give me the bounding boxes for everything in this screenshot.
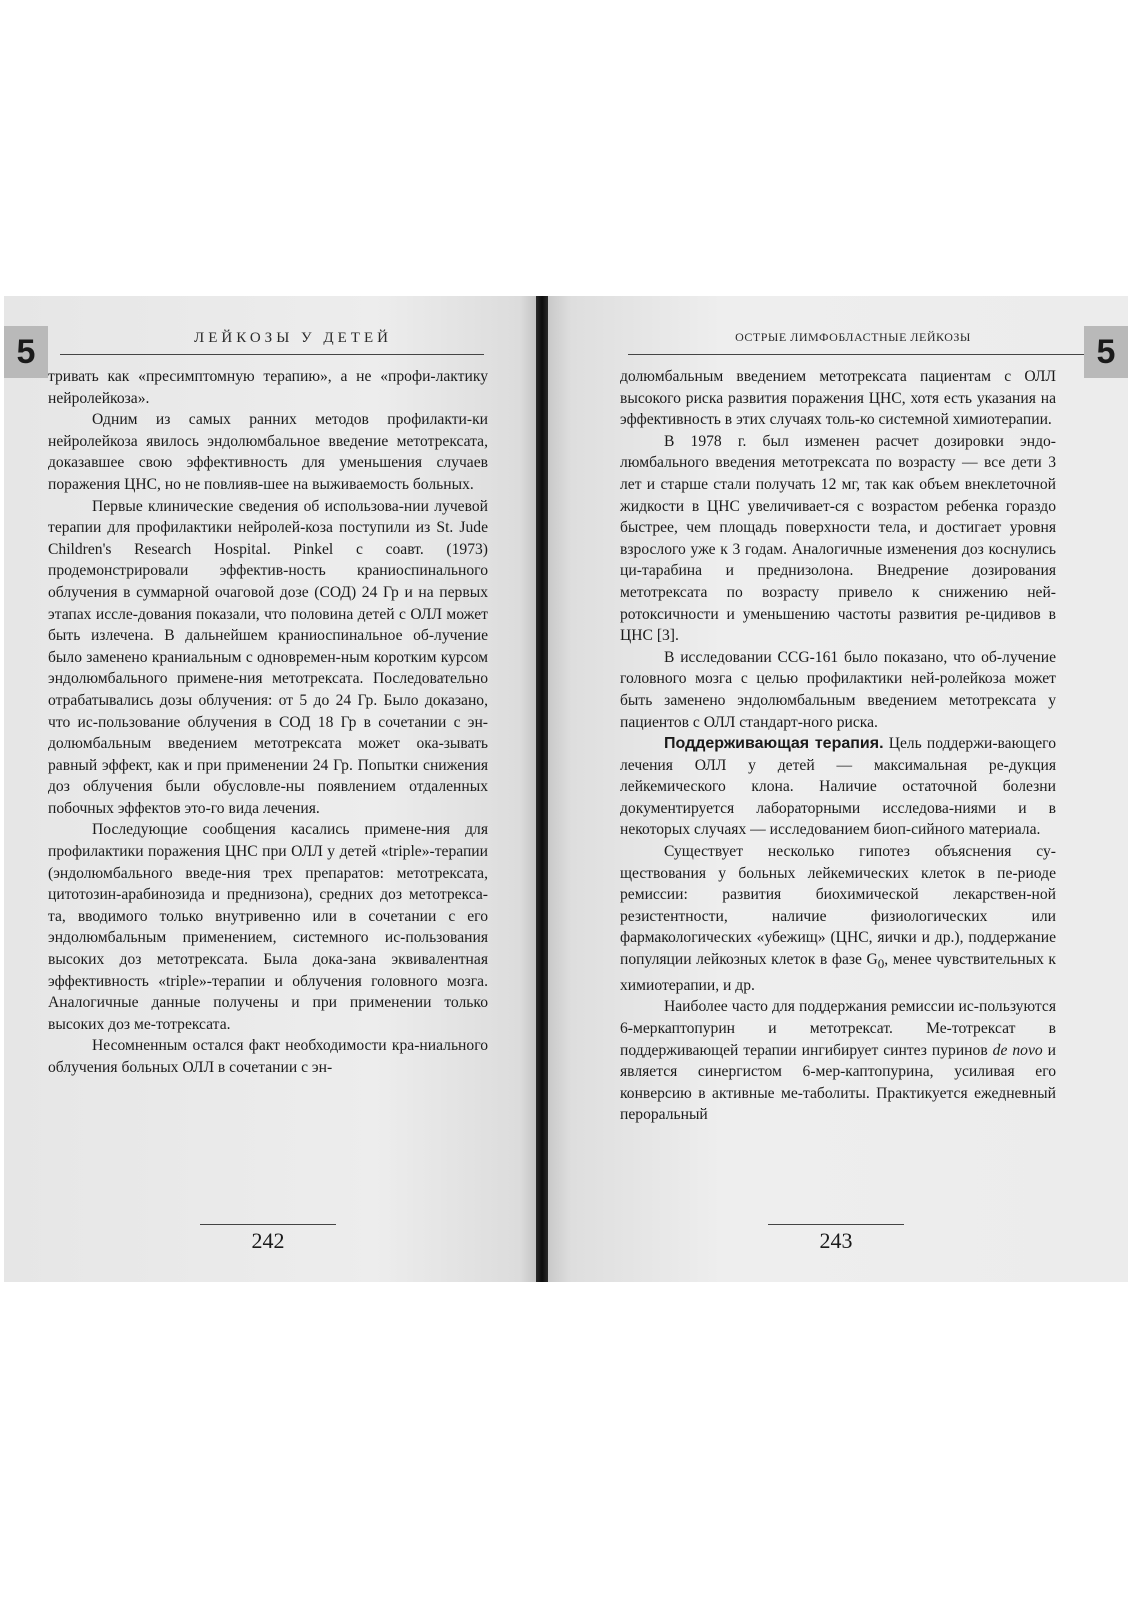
paragraph: долюмбальным введением метотрексата пациентам с ОЛЛ высокого риска развития поражения ЦНС, хотя есть указания на эффективность в этих случаях толь-ко системной химиотерапии. bbox=[620, 368, 1056, 429]
paragraph-text: и является синергистом 6-мер-каптопурина, усиливая его конверсию в активные ме-таболиты. Практикуется ежедневный пероральный bbox=[620, 1041, 1057, 1124]
left-page bbox=[4, 296, 536, 1282]
footer-rule bbox=[768, 1224, 904, 1225]
chapter-tab: 5 bbox=[4, 326, 48, 378]
paragraph: В исследовании CCG-161 было показано, что об-лучение головного мозга с целью профилактики ней-ролейкоза может быть заменено эндолюмбальным введением метотрексата у пациентов с ОЛЛ стандарт-ного риска. bbox=[620, 648, 1056, 731]
section-paragraph bbox=[620, 733, 1056, 841]
chapter-tab: 5 bbox=[1084, 326, 1128, 378]
paragraph-text: , менее чувствительных к химиотерапии, и др. bbox=[620, 951, 1057, 994]
page-number: 242 bbox=[251, 1228, 285, 1253]
book-gutter bbox=[536, 296, 548, 1282]
running-head: ЛЕЙКОЗЫ У ДЕТЕЙ bbox=[194, 330, 392, 346]
paragraph: В 1978 г. был изменен расчет дозировки эндо-люмбального введения метотрексата по возрасту — все дети 3 лет и старше стали получать 12 мг, так как объем внеклеточной жидкости в ЦНС увеличивает-ся с возрастом ребенка гораздо быстрее, чем площадь поверхности тела, и достигает уровня взрослого уже к 3 годам. Аналогичные изменения доз коснулись ци-тарабина и преднизолона. Внедрение дозирования метотрексата по возрасту привело к снижению ней-ротоксичности и уменьшению частоты развития ре-цидивов в ЦНС [3]. bbox=[620, 432, 1056, 645]
paragraph: тривать как «пресимптомную терапию», а не «профи-лактику нейролейкоза». bbox=[48, 368, 488, 407]
section-title: Поддерживающая терапия. bbox=[664, 735, 884, 753]
paragraph: Несомненным остался факт необходимости кра-ниального облучения больных ОЛЛ в сочетании с эн- bbox=[48, 1037, 488, 1076]
subscript: 0 bbox=[877, 956, 885, 972]
header-rule bbox=[628, 354, 1084, 355]
paragraph-text: Наиболее часто для поддержания ремиссии ис-пользуются 6-меркаптопурин и метотрексат. Ме-тотрексат в поддерживающей терапии ингибирует синтез пуринов bbox=[620, 998, 1056, 1059]
body-text bbox=[48, 366, 488, 1079]
footer-rule bbox=[200, 1224, 336, 1225]
book-spread bbox=[4, 296, 1128, 1282]
paragraph bbox=[620, 841, 1056, 996]
paragraph: Одним из самых ранних методов профилакти-ки нейролейкоза явилось эндолюмбальное введение метотрексата, доказавшее свою эффективность для уменьшения случаев поражения ЦНС, но не повлияв-шее на выживаемость больных. bbox=[48, 411, 488, 493]
paragraph: Последующие сообщения касались примене-ния для профилактики поражения ЦНС при ОЛЛ у детей «triple»-терапии (эндолюмбального введе-ния трех препаратов: метотрексата, цитотозин-арабинозида и преднизона), средних доз метотрекса-та, вводимого только внутривенно или в сочетании с его эндолюмбальным применением, системного ис-пользования высоких доз метотрексата. Была дока-зана эквивалентная эффективность «triple»-терапии и облучения головного мозга. Аналогичные данные получены и при применении только высоких доз ме-тотрексата. bbox=[48, 821, 488, 1033]
section-text: Цель поддержи-вающего лечения ОЛЛ у детей — максимальная ре-дукция лейкемического клона. Наличие остаточной болезни документируется лабораторными исследова-ниями и в некоторых случаях — исследованием биоп-сийного материала. bbox=[620, 735, 1056, 839]
italic-term: de novo bbox=[992, 1041, 1043, 1059]
body-text bbox=[620, 366, 1056, 1126]
right-page bbox=[548, 296, 1128, 1282]
paragraph: Первые клинические сведения об использова-нии лучевой терапии для профилактики нейролей-коза поступили из St. Jude Children's Research Hospital. Pinkel с соавт. (1973) продемонстрировали эффектив-ность краниоспинального облучения в суммарной очаговой дозе (СОД) 24 Гр и на первых этапах иссле-дования показали, что половина детей с ОЛЛ может быть излечена. В дальнейшем краниоспинальное об-лучение было заменено краниальным с одновремен-ным коротким курсом эндолюмбального примене-ния метотрексата. Последовательно отрабатывались дозы облучения: от 5 до 24 Гр. Было доказано, что ис-пользование облучения в СОД 18 Гр в сочетании с эн-долюмбальным введением метотрексата может ока-зывать равный эффект, как и при применении 24 Гр. Попытки снижения доз облучения были обусловле-ны появлением отдаленных побочных эффектов это-го вида лечения. bbox=[48, 497, 488, 817]
running-head: ОСТРЫЕ ЛИМФОБЛАСТНЫЕ ЛЕЙКОЗЫ bbox=[735, 330, 971, 344]
paragraph bbox=[620, 996, 1056, 1126]
header-rule bbox=[60, 354, 484, 355]
page-number: 243 bbox=[819, 1228, 853, 1253]
paragraph-text: Существует несколько гипотез объяснения су-ществования у больных лейкемических клеток в пе-риоде ремиссии: развития биохимической лекарствен-ной резистентности, наличие физиологических или фармакологических «убежищ» (ЦНС, яички и др.), поддержание популяции лейкозных клеток в фазе G bbox=[620, 843, 1056, 969]
